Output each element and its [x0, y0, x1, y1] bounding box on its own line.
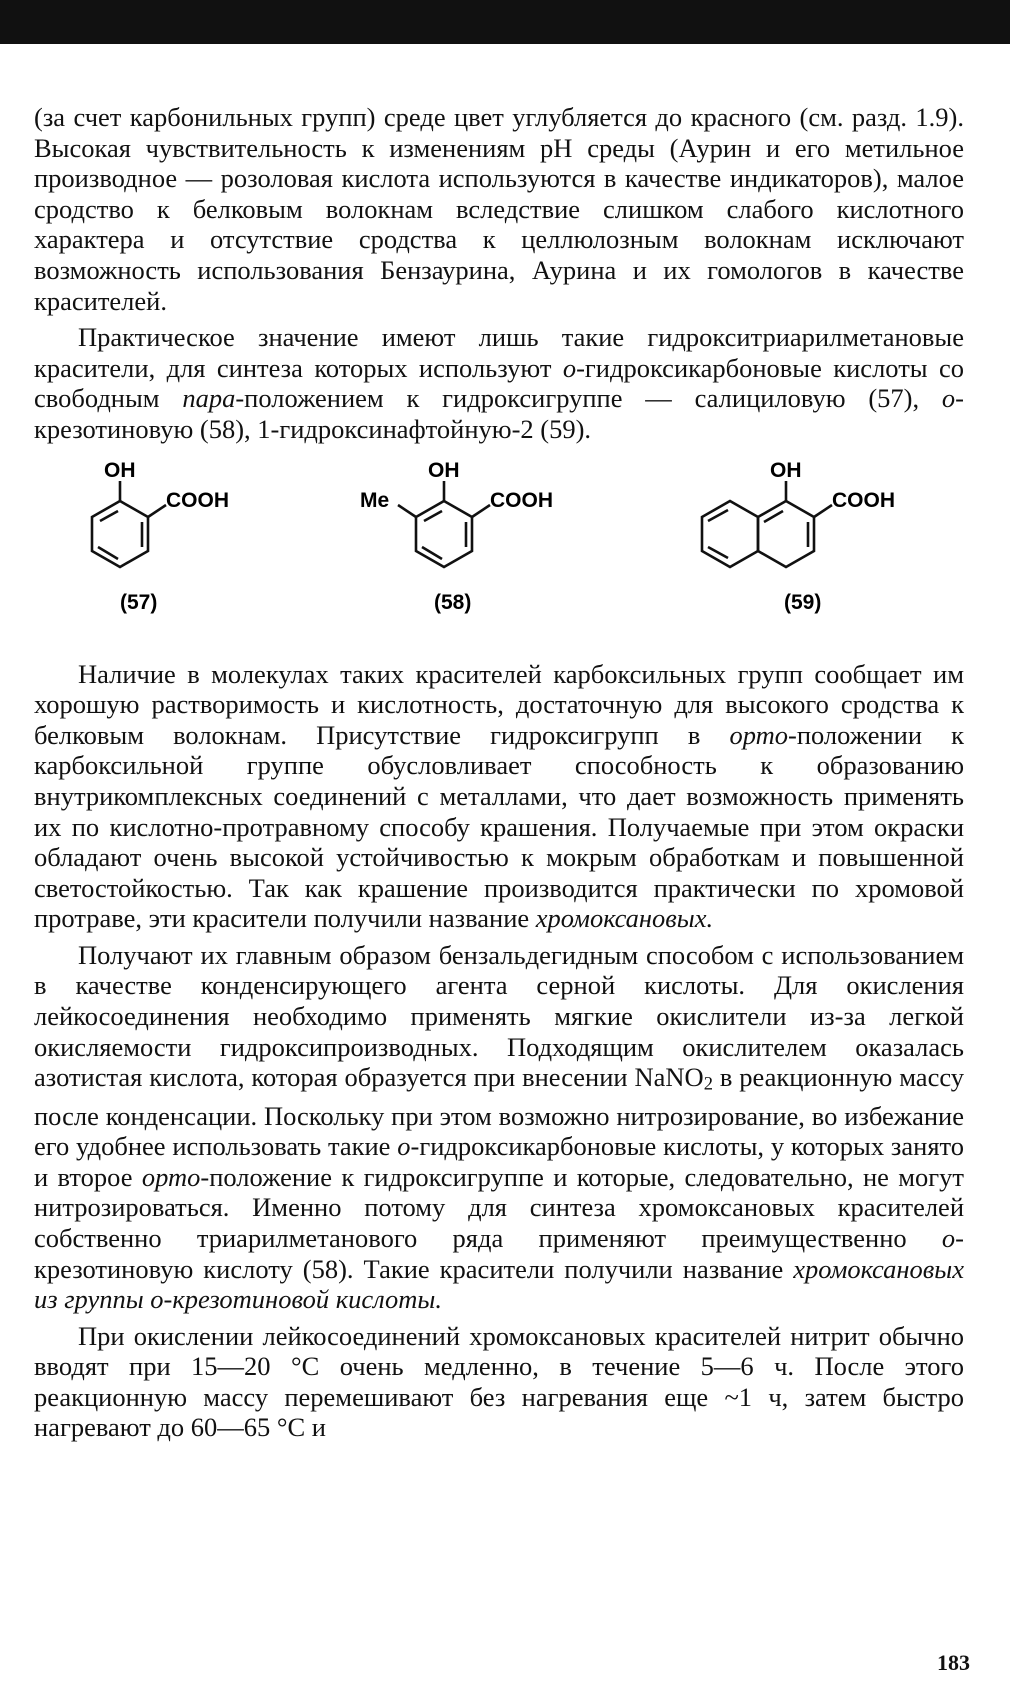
- p4-italic-term: хромоксановых из группы о-крезотиновой кислоты.: [34, 1253, 964, 1315]
- formula-59-drawing: [684, 459, 944, 633]
- formula-59: [684, 459, 944, 633]
- p4-italic-o: о: [397, 1131, 411, 1162]
- f58-label: (58): [434, 590, 472, 614]
- f59-label: (59): [784, 590, 822, 614]
- paragraph-2: [34, 322, 964, 444]
- formula-57: [60, 459, 260, 633]
- p2-italic-para: пара: [182, 383, 236, 414]
- formula-58: [344, 459, 584, 633]
- f57-oh: OH: [104, 458, 136, 482]
- paragraph-1: [34, 102, 964, 316]
- paragraph-1-text: (за счет карбонильных групп) среде цвет углубляется до красного (см. разд. 1.9). Высокая чувствительность к изменениям рН среды (Аурин и его метильное производное — розоловая кислота используются в качестве индикаторов), малое сродство к белковым волокнам вследствие слишком слабого кислотного характера и отсутствие сродства к целлюлозным волокнам исключают возможность использования Бензаурина, Аурина и их гомологов в качестве красителей.: [34, 102, 964, 316]
- page-number: 183: [937, 1650, 970, 1675]
- p2-text-c: -гидроксикарбоновые кислоты со свободным: [34, 352, 964, 414]
- p2-italic-o2: о: [941, 383, 956, 414]
- paragraph-5: [34, 1321, 964, 1443]
- p2-italic-o: о: [562, 352, 577, 383]
- p3-text-c: -положении к карбоксильной группе обусловливает способность к образованию внутрикомплексных соединений с металлами, что дает возможность применять их по кислотно-протравному способу крашения. Получаемые при этом окраски обладают очень высокой устойчивостью к мокрым обработкам и повышенной светостойкостью. Так как крашение производится практически по хромовой протраве, эти красители получили название: [34, 719, 964, 934]
- p4-text-a: Получают их главным образом бензальдегидным способом с использованием в качестве конденсирующего агента серной кислоты. Для окисления лейкосоединения необходимо применять мягкие окислители из-за легкой окисляемости гидроксипроизводных. Подходящим окислителем оказалась азотистая кислота, которая образуется при внесении NaNO: [34, 939, 964, 1093]
- f57-label: (57): [120, 590, 158, 614]
- p4-text-f: -положение к гидроксигруппе и которые, следовательно, не могут нитрозироваться. Именно потому для синтеза хромоксановых красителей собственно триарилметанового ряда применяют преимущественно: [34, 1161, 965, 1253]
- f58-cooh: COOH: [490, 488, 553, 512]
- p4-text-d: -гидроксикарбоновые кислоты, у которых занято и второе: [34, 1131, 965, 1192]
- p3-italic-orto: орто: [729, 719, 789, 750]
- p3-italic-term: хромоксановых.: [535, 903, 714, 934]
- p4-text-h: -крезотиновую кислоту (58). Такие красители получили название: [34, 1222, 964, 1284]
- p4-subscript: 2: [703, 1073, 713, 1095]
- p2-text-e: -положением к гидроксигруппе — салициловую (57),: [235, 383, 942, 414]
- paragraph-5-text: При окислении лейкосоединений хромоксановых красителей нитрит обычно вводят при 15—20 °С очень медленно, в течение 5—6 ч. После этого реакционную массу перемешивают без нагревания еще ~1 ч, затем быстро нагревают до 60—65 °С и: [34, 1320, 964, 1443]
- structural-formulas: [34, 459, 964, 633]
- p2-text-a: Практическое значение имеют лишь такие гидрокситриарилметановые красители, для синтеза которых используют: [34, 322, 964, 383]
- p2-text-g: -крезотиновую (58), 1-гидроксинафтойную-2 (59).: [34, 383, 964, 444]
- f58-me: Me: [360, 488, 390, 512]
- formula-57-drawing: [60, 459, 260, 633]
- p4-text-b: в реакционную массу после конденсации. Поскольку при этом возможно нитрозирование, во избежание его удобнее использовать такие: [34, 1062, 964, 1162]
- f59-cooh: COOH: [832, 488, 895, 512]
- p4-italic-o2: о: [941, 1222, 956, 1253]
- f58-oh: OH: [428, 458, 460, 482]
- p4-italic-orto: орто: [141, 1161, 201, 1192]
- page-body: [34, 102, 964, 1443]
- scan-dark-border: [0, 0, 1010, 44]
- paragraph-3: [34, 659, 964, 934]
- paragraph-4: [34, 940, 964, 1315]
- p3-text-a: Наличие в молекулах таких красителей карбоксильных групп сообщает им хорошую растворимость и кислотность, достаточную для высокого сродства к белковым волокнам. Присутствие гидроксигрупп в: [34, 658, 964, 750]
- formula-58-drawing: [344, 459, 584, 633]
- f57-cooh: COOH: [166, 488, 229, 512]
- f59-oh: OH: [770, 458, 802, 482]
